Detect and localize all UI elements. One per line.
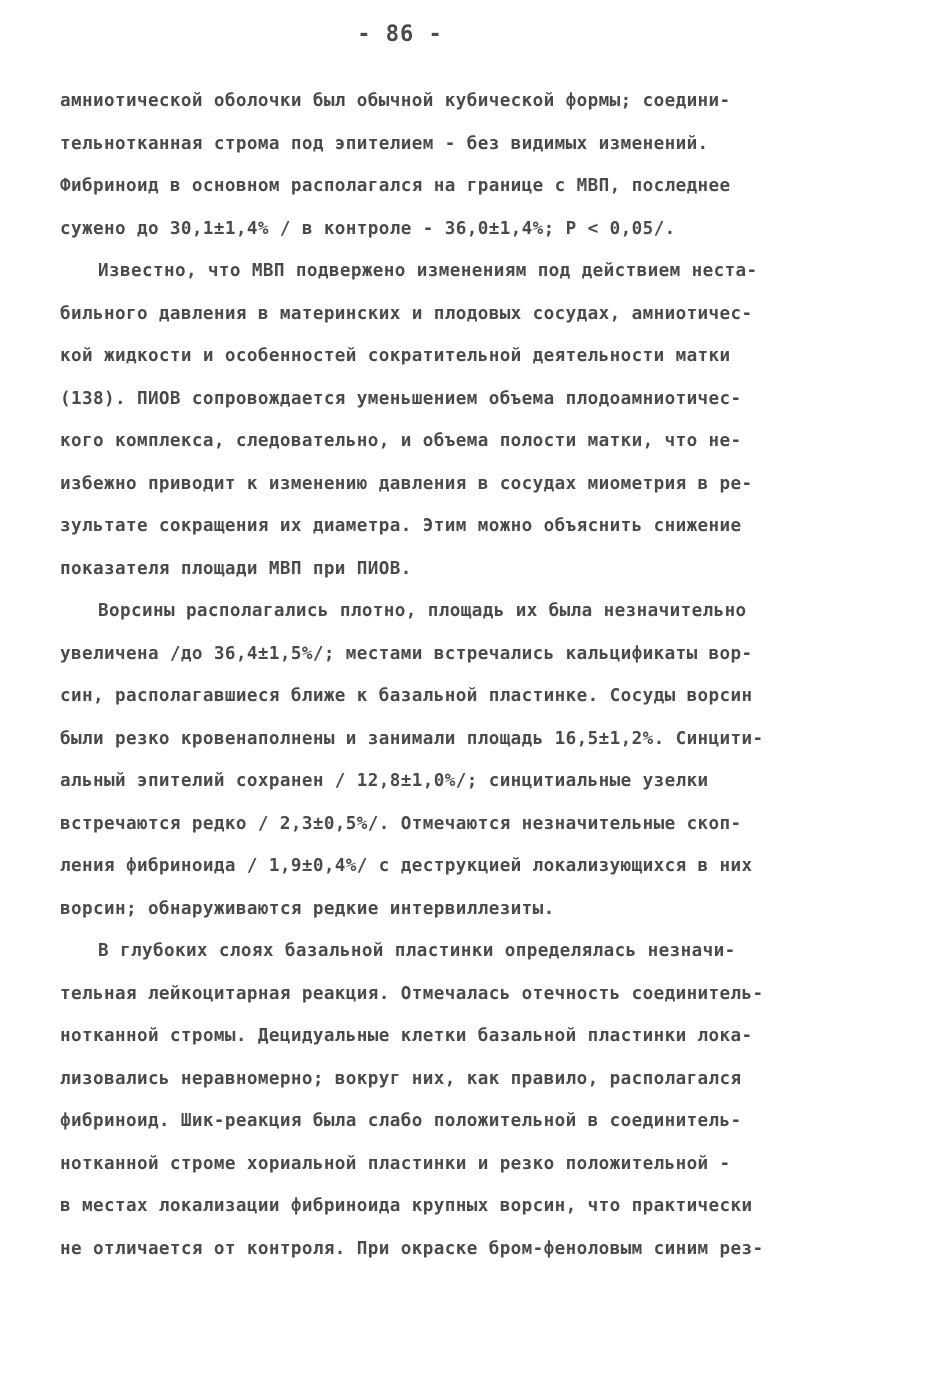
- text-line: нотканной строме хориальной пластинки и резко положительной -: [60, 1153, 731, 1174]
- text-line: альный эпителий сохранен / 12,8±1,0%/; синцитиальные узелки: [60, 771, 709, 791]
- text-line: (138). ПИОВ сопровождается уменьшением объема плодоамниотичес-: [60, 388, 742, 409]
- text-line: зультате сокращения их диаметра. Этим можно объяснить снижение: [60, 516, 742, 536]
- text-line: В глубоких слоях базальной пластинки определялась незначи-: [98, 941, 736, 961]
- text-line: в местах локализации фибриноида крупных ворсин, что практически: [60, 1196, 753, 1216]
- text-line: тельная лейкоцитарная реакция. Отмечалась отечность соединитель-: [60, 983, 764, 1004]
- text-line: Известно, что МВП подвержено изменениям под действием неста-: [98, 261, 758, 281]
- text-line: Ворсины располагались плотно, площадь их была незначительно: [98, 601, 747, 621]
- text-line: Фибриноид в основном располагался на границе с МВП, последнее: [60, 176, 731, 196]
- text-line: не отличается от контроля. При окраске бром-феноловым синим рез-: [60, 1238, 764, 1259]
- text-line: показателя площади МВП при ПИОВ.: [60, 558, 412, 579]
- text-line: амниотической оболочки был обычной кубической формы; соедини-: [60, 91, 731, 111]
- text-line: фибриноид. Шик-реакция была слабо положительной в соединитель-: [60, 1111, 742, 1131]
- text-line: ления фибриноида / 1,9±0,4%/ с деструкцией локализующихся в них: [60, 856, 753, 876]
- text-line: встречаются редко / 2,3±0,5%/. Отмечаются незначительные скоп-: [60, 813, 742, 834]
- text-line: кого комплекса, следовательно, и объема полости матки, что не-: [60, 431, 742, 451]
- text-line: сужено до 30,1±1,4% / в контроле - 36,0±1,4%; Р < 0,05/.: [60, 218, 676, 239]
- text-line: избежно приводит к изменению давления в сосудах миометрия в ре-: [60, 473, 753, 494]
- text-line: были резко кровенаполнены и занимали площадь 16,5±1,2%. Синцити-: [60, 728, 764, 749]
- text-line: лизовались неравномерно; вокруг них, как правило, располагался: [60, 1068, 742, 1089]
- text-line: син, располагавшиеся ближе к базальной пластинке. Сосуды ворсин: [60, 686, 753, 706]
- text-line: увеличена /до 36,4±1,5%/; местами встречались кальцификаты вор-: [60, 643, 753, 664]
- text-line: тельнотканная строма под эпителием - без видимых изменений.: [60, 133, 709, 154]
- text-line: бильного давления в материнских и плодовых сосудах, амниотичес-: [60, 303, 753, 324]
- text-line: ворсин; обнаруживаются редкие интервиллезиты.: [60, 898, 555, 919]
- text-line: нотканной стромы. Децидуальные клетки базальной пластинки лока-: [60, 1026, 753, 1046]
- body-text: [60, 80, 890, 1270]
- text-line: кой жидкости и особенностей сократительной деятельности матки: [60, 346, 731, 366]
- page-number: - 86 -: [357, 22, 443, 47]
